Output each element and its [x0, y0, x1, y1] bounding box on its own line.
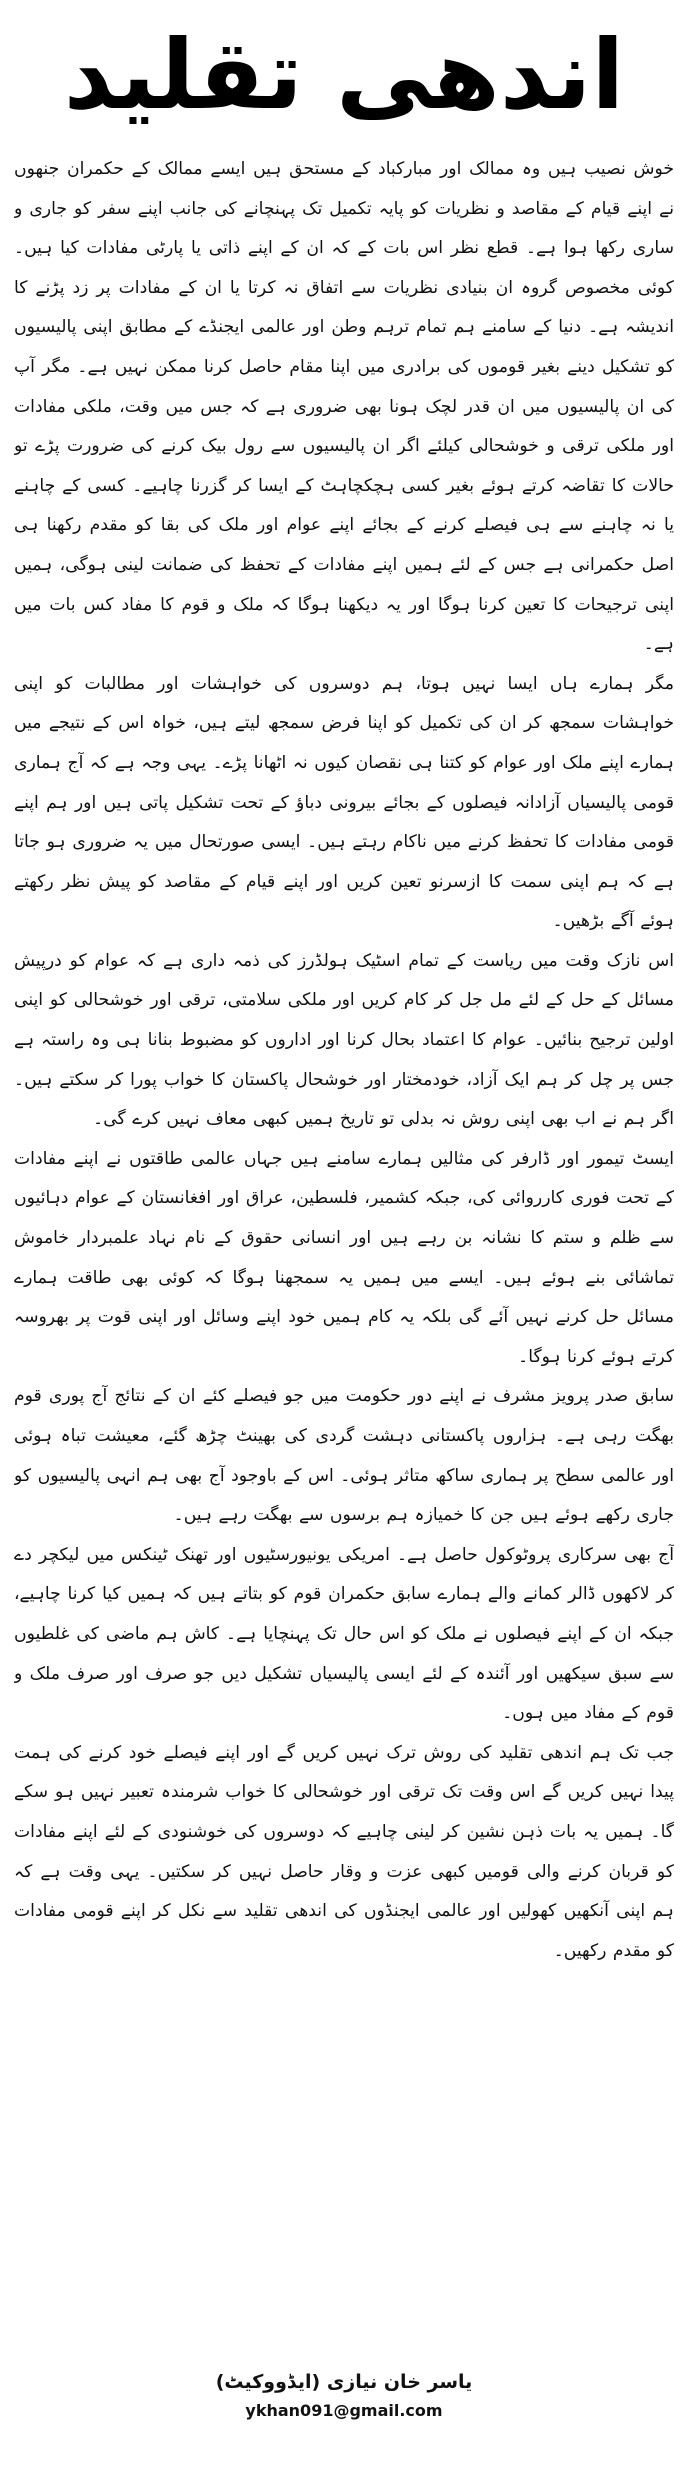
article-paragraph: ایسٹ تیمور اور ڈارفر کی مثالیں ہمارے سامنے ہیں جہاں عالمی طاقتوں نے اپنے مفادات کے تحت فوری کارروائی کی، جبکہ کشمیر، فلسطین، عراق اور افغانستان کے عوام دہائیوں سے ظلم و ستم کا نشانہ بن رہے ہیں اور انسانی حقوق کے نام نہاد علمبردار خاموش تماشائی بنے ہوئے ہیں۔ ایسے میں ہمیں یہ سمجھنا ہوگا کہ کوئی بھی طاقت ہمارے مسائل حل کرنے نہیں آئے گی بلکہ یہ کام ہمیں خود اپنے وسائل اور اپنی قوت پر بھروسہ کرتے ہوئے کرنا ہوگا۔ [14, 1148, 674, 1367]
article-paragraph: اس نازک وقت میں ریاست کے تمام اسٹیک ہولڈرز کی ذمہ داری ہے کہ عوام کو درپیش مسائل کے حل کے لئے مل جل کر کام کریں اور ملکی سلامتی، ترقی اور خوشحالی کو اپنی اولین ترجیح بنائیں۔ عوام کا اعتماد بحال کرنا اور اداروں کو مضبوط بنانا ہی وہ راستہ ہے جس پر چل کر ہم ایک آزاد، خودمختار اور خوشحال پاکستان کا خواب پورا کر سکتے ہیں۔ اگر ہم نے اب بھی اپنی روش نہ بدلی تو تاریخ ہمیں کبھی معاف نہیں کرے گی۔ [14, 950, 674, 1130]
author-byline: یاسر خان نیازی (ایڈووکیٹ) [215, 2371, 473, 2393]
article-title: اندھی تقلید [63, 19, 625, 131]
article-paragraph: سابق صدر پرویز مشرف نے اپنے دور حکومت میں جو فیصلے کئے ان کے نتائج آج پوری قوم بھگت رہی ہے۔ ہزاروں پاکستانی دہشت گردی کی بھینٹ چڑھ گئے، معیشت تباہ ہوئی اور عالمی سطح پر ہماری ساکھ متاثر ہوئی۔ اس کے باوجود آج بھی ہم انہی پالیسیوں کو جاری رکھے ہوئے ہیں جن کا خمیازہ ہم برسوں سے بھگت رہے ہیں۔ [14, 1386, 674, 1526]
article-paragraph: آج بھی سرکاری پروٹوکول حاصل ہے۔ امریکی یونیورسٹیوں اور تھنک ٹینکس میں لیکچر دے کر لاکھوں ڈالر کمانے والے ہمارے سابق حکمران قوم کو بتاتے ہیں کہ ہمیں کیا کرنا چاہیے، جبکہ ان کے اپنے فیصلوں نے ملک کو اس حال تک پہنچایا ہے۔ کاش ہم ماضی کی غلطیوں سے سبق سیکھیں اور آئندہ کے لئے ایسی پالیسیاں تشکیل دیں جو صرف اور صرف ملک و قوم کے مفاد میں ہوں۔ [14, 1544, 674, 1724]
article-paragraph: جب تک ہم اندھی تقلید کی روش ترک نہیں کریں گے اور اپنے فیصلے خود کرنے کی ہمت پیدا نہیں کریں گے اس وقت تک ترقی اور خوشحالی کا خواب شرمندہ تعبیر نہیں ہو سکے گا۔ ہمیں یہ بات ذہن نشین کر لینی چاہیے کہ دوسروں کی خوشنودی کے لئے اپنے مفادات کو قربان کرنے والی قومیں کبھی عزت و وقار حاصل نہیں کر سکتیں۔ یہی وقت ہے کہ ہم اپنی آنکھیں کھولیں اور عالمی ایجنڈوں کی اندھی تقلید سے نکل کر اپنے قومی مفادات کو مقدم رکھیں۔ [14, 1742, 674, 1961]
article-paragraph: خوش نصیب ہیں وہ ممالک اور مبارکباد کے مستحق ہیں ایسے ممالک کے حکمران جنھوں نے اپنے قیام کے مقاصد و نظریات کو پایہ تکمیل تک پہنچانے کی جانب اپنے سفر کو جاری و ساری رکھا ہوا ہے۔ قطع نظر اس بات کے کہ ان کے اپنے ذاتی یا پارٹی مفادات کیا ہیں۔ کوئی مخصوص گروہ ان بنیادی نظریات سے اتفاق نہ کرتا یا ان کے مفادات پر زد پڑنے کا اندیشہ ہے۔ دنیا کے سامنے ہم تمام ترہم وطن اور عالمی ایجنڈے کے مطابق اپنی پالیسیوں کو تشکیل دینے بغیر قوموں کی برادری میں اپنا مقام حاصل کرنا ممکن نہیں ہے۔ مگر آپ کی ان پالیسیوں میں ان قدر لچک ہونا بھی ضروری ہے کہ جس میں وقت، ملکی مفادات اور ملکی ترقی و خوشحالی کیلئے اگر ان پالیسیوں سے رول بیک کرنے کی ضرورت پڑے تو حالات کا تقاضہ کرتے ہوئے بغیر کسی ہچکچاہٹ کے ایسا کر گزرنا چاہیے۔ کسی کے چاہنے یا نہ چاہنے سے ہی فیصلے کرنے کے بجائے اپنے عوام اور ملک کی بقا کو مقدم رکھنا ہی اصل حکمرانی ہے جس کے لئے ہمیں اپنے مفادات کے تحفظ کی ضمانت لینی ہوگی، ہمیں اپنی ترجیحات کا تعین کرنا ہوگا اور یہ دیکھنا ہوگا کہ ملک و قوم کا مفاد کس بات میں ہے۔ [14, 159, 674, 655]
article-paragraph: مگر ہمارے ہاں ایسا نہیں ہوتا، ہم دوسروں کی خواہشات اور مطالبات کو اپنی خواہشات سمجھ کر ان کی تکمیل کو اپنا فرض سمجھ لیتے ہیں، خواہ اس کے نتیجے میں ہمارے اپنے ملک اور عوام کو کتنا ہی نقصان کیوں نہ اٹھانا پڑے۔ یہی وجہ ہے کہ آج ہماری قومی پالیسیاں آزادانہ فیصلوں کے بجائے بیرونی دباؤ کے تحت تشکیل پاتی ہیں اور ہم اپنے قومی مفادات کا تحفظ کرنے میں ناکام رہتے ہیں۔ ایسی صورتحال میں یہ ضروری ہو جاتا ہے کہ ہم اپنی سمت کا ازسرنو تعین کریں اور اپنے قیام کے مقاصد کو پیش نظر رکھتے ہوئے آگے بڑھیں۔ [14, 673, 674, 932]
article-body [14, 150, 674, 2330]
author-email[interactable]: ykhan091@gmail.com [245, 2401, 443, 2420]
